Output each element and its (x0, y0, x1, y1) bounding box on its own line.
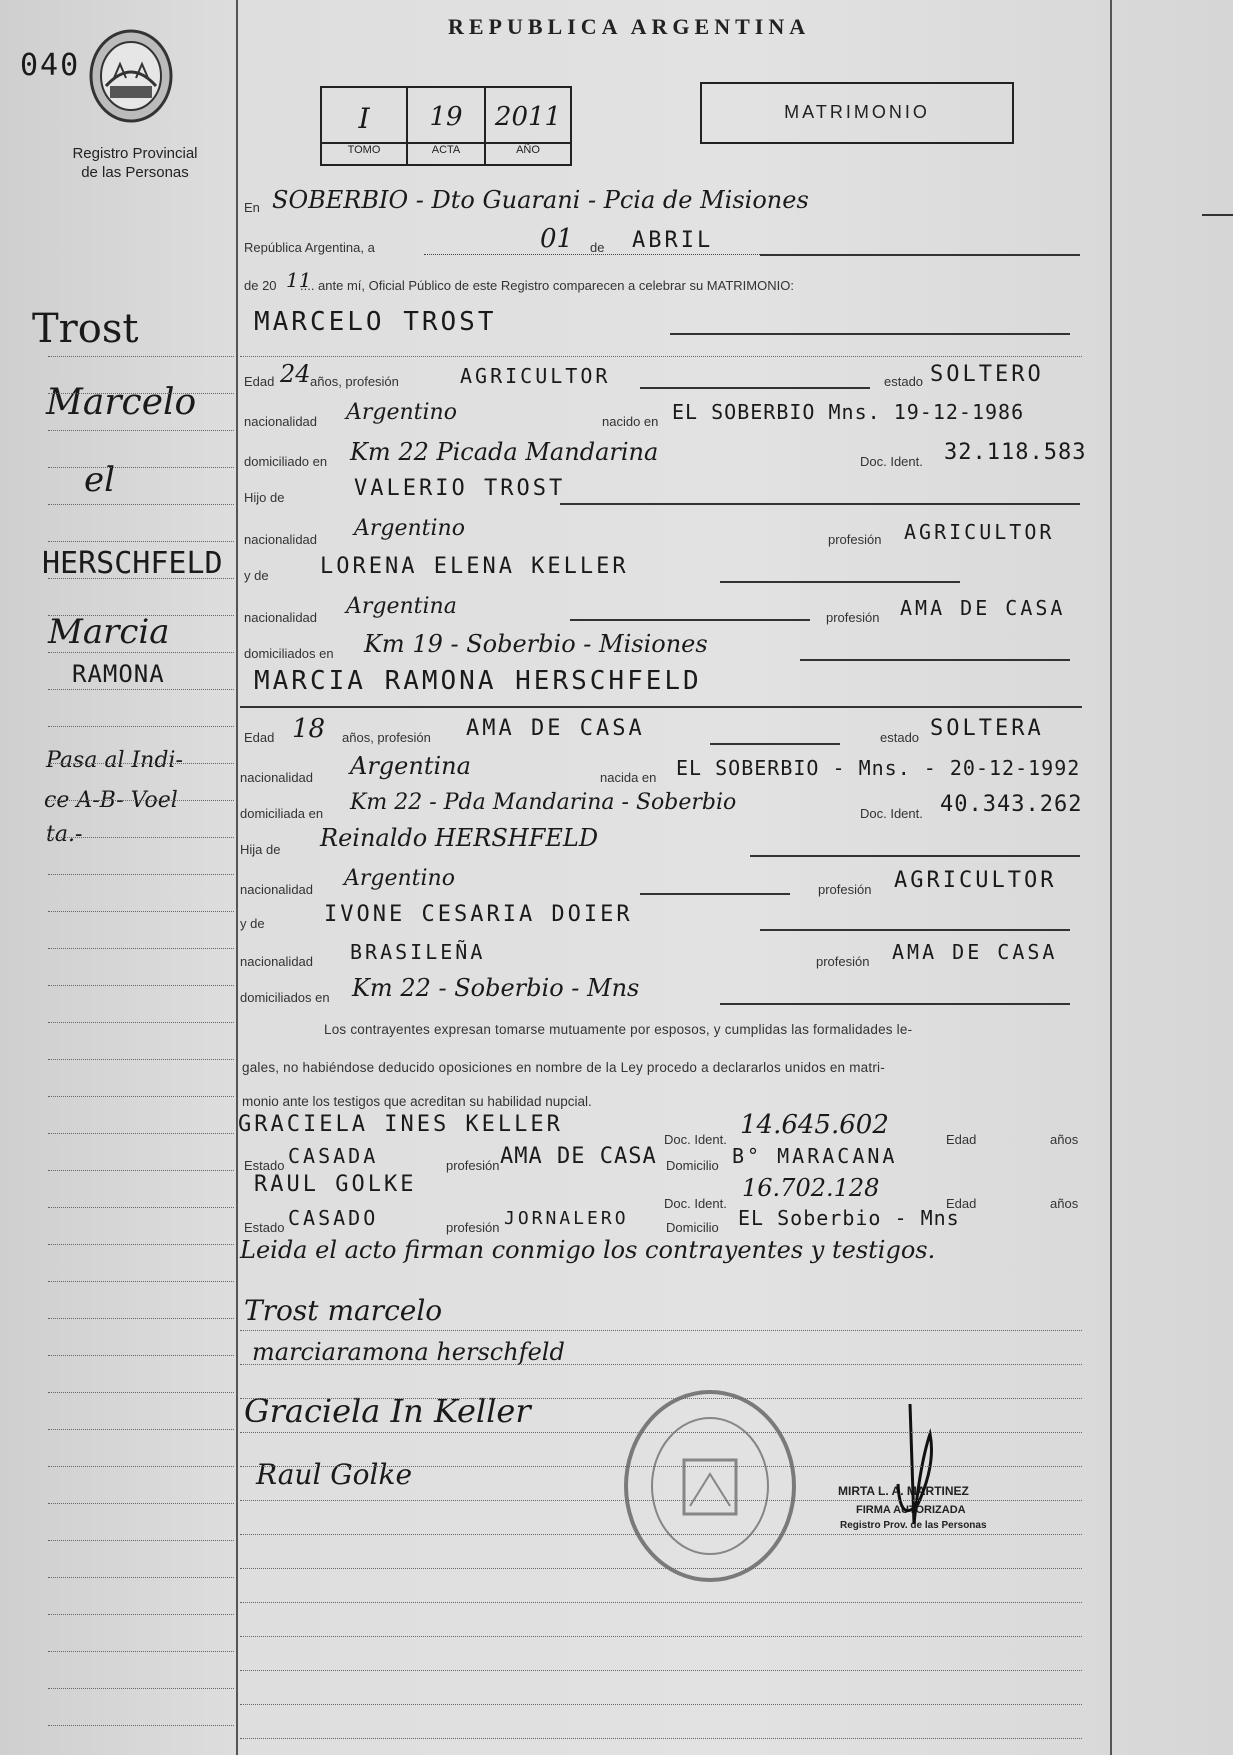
registry-name-line1: Registro Provincial (72, 145, 198, 162)
groom-madre-line (720, 580, 960, 583)
groom-madre-prof-label: profesión (826, 610, 880, 625)
witness1-edad-label: Edad (946, 1132, 977, 1147)
witness1-anos-label: años (1050, 1132, 1079, 1147)
groom-padre-prof: AGRICULTOR (904, 520, 1055, 544)
witness2-domicilio: EL Soberbio - Mns (738, 1206, 960, 1230)
signature-witness2: Raul Golke (256, 1458, 413, 1491)
bride-nacida-label: nacida en (600, 770, 657, 785)
bride-edad-label: Edad (244, 730, 275, 745)
bride-madre-nac: BRASILEÑA (350, 940, 486, 964)
witness2-doc: 16.702.128 (742, 1174, 880, 1202)
en-label: En (244, 200, 260, 215)
witness1-dom-label: Domicilio (666, 1158, 719, 1173)
margin-note2: ce A-B- Voel (44, 788, 178, 813)
republica-label: República Argentina, a (244, 240, 375, 255)
witness1-domicilio: B° MARACANA (732, 1144, 898, 1168)
groom-doc: 32.118.583 (944, 440, 1087, 465)
groom-estado: SOLTERO (930, 362, 1044, 387)
groom-madre-prof: AMA DE CASA (900, 596, 1066, 620)
body-ruled-line (240, 1534, 1082, 1535)
margin-ruled-line (48, 1503, 234, 1504)
margin-name2a: Marcia (48, 612, 170, 652)
margin-ruled-line (48, 800, 234, 801)
groom-domicilio: Km 22 Picada Mandarina (350, 438, 659, 466)
margin-ruled-line (48, 874, 234, 875)
bride-padre-nac-label: nacionalidad (240, 882, 314, 897)
body-ruled-line (240, 1602, 1082, 1603)
groom-anos-prof-label: años, profesión (310, 374, 399, 389)
witness2-prof-label: profesión (446, 1220, 500, 1235)
groom-padres-dom-line (800, 658, 1070, 661)
de-label: de (590, 240, 605, 255)
margin-ruled-line (48, 1688, 234, 1689)
tomo-value: I (358, 102, 370, 135)
bride-separator (240, 706, 1082, 708)
groom-padre-nac-label: nacionalidad (244, 532, 318, 547)
groom-madre-nac: Argentina (346, 594, 457, 619)
margin-ruled-line (48, 1466, 234, 1467)
bride-madre-line (760, 928, 1070, 931)
bride-profesion: AMA DE CASA (466, 716, 645, 741)
groom-edad: 24 (280, 360, 311, 388)
record-number: 040 (20, 48, 81, 83)
month-line (760, 253, 1080, 256)
margin-ruled-line (48, 1540, 234, 1541)
margin-ruled-line (48, 911, 234, 912)
bride-padre-prof: AGRICULTOR (894, 868, 1057, 893)
groom-nacionalidad: Argentino (346, 400, 457, 425)
margin-ruled-line (48, 615, 234, 616)
margin-ruled-line (48, 652, 234, 653)
anio-value: 2011 (494, 102, 562, 132)
witness1-profesion: AMA DE CASA (500, 1144, 657, 1169)
witness1-estado: CASADA (288, 1144, 379, 1168)
witness1-prof-label: profesión (446, 1158, 500, 1173)
bride-nac-label: nacionalidad (240, 770, 314, 785)
margin-ruled-line (48, 1429, 234, 1430)
body-ruled-line (240, 1364, 1082, 1365)
bride-madre-nac-label: nacionalidad (240, 954, 314, 969)
margin-ruled-line (48, 1651, 234, 1652)
witness2-profesion: JORNALERO (504, 1208, 629, 1229)
official-stamp-line2: FIRMA AUTORIZADA (856, 1504, 966, 1516)
margin-connector: el (84, 460, 115, 500)
declaration-line3: monio ante los testigos que acreditan su habilidad nupcial. (242, 1094, 592, 1109)
bride-anos-prof-label: años, profesión (342, 730, 431, 745)
groom-nacido: EL SOBERBIO Mns. 19-12-1986 (672, 400, 1025, 424)
margin-ruled-line (48, 1577, 234, 1578)
groom-padre: VALERIO TROST (354, 476, 566, 501)
body-ruled-line (240, 1738, 1082, 1739)
groom-nacido-label: nacido en (602, 414, 659, 429)
witness1-doc-label: Doc. Ident. (664, 1132, 727, 1147)
anio-label: AÑO (516, 144, 540, 156)
bride-padre-nac: Argentino (344, 866, 455, 891)
bride-madre-prof: AMA DE CASA (892, 940, 1058, 964)
registry-name-line2: de las Personas (81, 164, 189, 181)
margin-ruled-line (48, 1059, 234, 1060)
signature-bride: marciaramona herschfeld (252, 1338, 565, 1366)
margin-ruled-line (48, 1244, 234, 1245)
body-ruled-line (240, 1500, 1082, 1501)
margin-surname: Trost (32, 306, 139, 352)
margin-ruled-line (48, 393, 234, 394)
bride-doms-label: domiciliados en (240, 990, 330, 1005)
margin-ruled-line (48, 1281, 234, 1282)
place-line (1202, 213, 1233, 216)
margin-ruled-line (48, 1392, 234, 1393)
margin-ruled-line (48, 467, 234, 468)
margin-ruled-line (48, 985, 234, 986)
official-seal (620, 1386, 800, 1586)
day-value: 01 (540, 224, 574, 254)
witness2-edad-label: Edad (946, 1196, 977, 1211)
signature-groom: Trost marcelo (244, 1294, 443, 1327)
groom-nac-label: nacionalidad (244, 414, 318, 429)
witness2-doc-label: Doc. Ident. (664, 1196, 727, 1211)
bride-doc: 40.343.262 (940, 792, 1083, 817)
groom-padre-line (560, 502, 1080, 505)
margin-ruled-line (48, 541, 234, 542)
body-ruled-line (240, 1568, 1082, 1569)
bride-padre-nac-line (640, 892, 790, 895)
bride-yde-label: y de (240, 916, 265, 931)
margin-ruled-line (48, 578, 234, 579)
witness2-name: RAUL GOLKE (254, 1172, 417, 1197)
body-ruled-line (240, 1432, 1082, 1433)
bride-doc-label: Doc. Ident. (860, 806, 923, 821)
margin-ruled-line (48, 1355, 234, 1356)
bride-dom-label: domiciliada en (240, 806, 324, 821)
margin-surname2: HERSCHFELD (42, 546, 223, 581)
bride-padre: Reinaldo HERSHFELD (320, 824, 599, 852)
witness2-estado-label: Estado (244, 1220, 285, 1235)
margin-ruled-line (48, 726, 234, 727)
tomo-label: TOMO (322, 144, 408, 164)
acta-value: 19 (429, 102, 463, 132)
margin-ruled-line (48, 504, 234, 505)
tomo-acta-box (320, 86, 572, 166)
bride-estado: SOLTERA (930, 716, 1044, 741)
groom-profesion: AGRICULTOR (460, 364, 611, 388)
acta-label: ACTA (408, 144, 486, 164)
witness2-anos-label: años (1050, 1196, 1079, 1211)
groom-edad-label: Edad (244, 374, 275, 389)
body-ruled-line (240, 1330, 1082, 1331)
province-seal-logo (88, 28, 174, 124)
official-stamp-line1: MIRTA L. A. MARTINEZ (838, 1484, 969, 1498)
witness1-estado-label: Estado (244, 1158, 285, 1173)
groom-doc-label: Doc. Ident. (860, 454, 923, 469)
bride-estado-label: estado (880, 730, 920, 745)
margin-ruled-line (48, 1207, 234, 1208)
document-type: MATRIMONIO (784, 102, 930, 122)
year-suffix: 11 (286, 268, 312, 292)
groom-madre-nac-line (570, 618, 810, 621)
body-ruled-line (240, 1704, 1082, 1705)
bride-prof-line (710, 742, 840, 745)
bride-madre: IVONE CESARIA DOIER (324, 902, 633, 927)
groom-madre-nac-label: nacionalidad (244, 610, 318, 625)
ante-text: .... ante mí, Oficial Público de este Registro comparecen a celebrar su MATRIMONIO: (300, 278, 794, 293)
margin-ruled-line (48, 837, 234, 838)
bride-hija-label: Hija de (240, 842, 281, 857)
margin-ruled-line (48, 1096, 234, 1097)
bride-edad: 18 (292, 714, 326, 744)
groom-separator (240, 356, 1082, 357)
groom-prof-line (640, 386, 870, 389)
margin-ruled-line (48, 1318, 234, 1319)
margin-note1: Pasa al Indi- (46, 748, 183, 773)
margin-rule (236, 0, 238, 1755)
bride-madre-prof-label: profesión (816, 954, 870, 969)
groom-hijo-label: Hijo de (244, 490, 285, 505)
declaration-line2: gales, no habiéndose deducido oposiciones en nombre de la Ley procedo a declararlos unidos en matri- (242, 1060, 885, 1075)
groom-madre: LORENA ELENA KELLER (320, 554, 629, 579)
body-ruled-line (240, 1398, 1082, 1399)
bride-nacida: EL SOBERBIO - Mns. - 20-12-1992 (676, 756, 1081, 780)
witness2-estado: CASADO (288, 1206, 379, 1230)
groom-estado-label: estado (884, 374, 924, 389)
official-signature (890, 1404, 950, 1549)
bride-nacionalidad: Argentina (350, 752, 471, 780)
month-value: ABRIL (632, 228, 714, 253)
groom-doms-label: domiciliados en (244, 646, 334, 661)
bride-padre-line (750, 854, 1080, 857)
margin-ruled-line (48, 356, 234, 357)
margin-name: Marcelo (46, 382, 197, 423)
margin-ruled-line (48, 1022, 234, 1023)
margin-ruled-line (48, 430, 234, 431)
margin-ruled-line (48, 948, 234, 949)
body-ruled-line (240, 1670, 1082, 1671)
document-type-box (700, 82, 1014, 144)
bride-padre-prof-label: profesión (818, 882, 872, 897)
body-ruled-line (240, 1466, 1082, 1467)
groom-dom-label: domiciliado en (244, 454, 328, 469)
country-title: REPUBLICA ARGENTINA (448, 14, 811, 39)
margin-ruled-line (48, 763, 234, 764)
margin-ruled-line (48, 1614, 234, 1615)
margin-note3: ta.- (46, 822, 83, 847)
bride-padres-dom-line (720, 1002, 1070, 1005)
signature-witness1: Graciela In Keller (244, 1392, 531, 1430)
margin-name2b: RAMONA (72, 660, 165, 688)
year-prefix: de 20 (244, 278, 277, 293)
right-rule (1110, 0, 1112, 1755)
bride-domicilio: Km 22 - Pda Mandarina - Soberbio (350, 790, 737, 815)
groom-name: MARCELO TROST (254, 307, 497, 337)
groom-name-line (670, 332, 1070, 335)
bride-padres-dom: Km 22 - Soberbio - Mns (352, 974, 640, 1002)
witness1-name: GRACIELA INES KELLER (238, 1112, 563, 1137)
witness1-doc: 14.645.602 (740, 1110, 889, 1140)
groom-yde-label: y de (244, 568, 269, 583)
margin-ruled-line (48, 1725, 234, 1726)
margin-ruled-line (48, 689, 234, 690)
body-ruled-line (240, 1636, 1082, 1637)
groom-padre-nac: Argentino (354, 516, 465, 541)
groom-padre-prof-label: profesión (828, 532, 882, 547)
groom-padres-dom: Km 19 - Soberbio - Misiones (364, 630, 708, 658)
margin-ruled-line (48, 1133, 234, 1134)
closing-statement: Leida el acto firman conmigo los contrayentes y testigos. (240, 1236, 936, 1264)
bride-name: MARCIA RAMONA HERSCHFELD (254, 666, 702, 696)
witness2-dom-label: Domicilio (666, 1220, 719, 1235)
margin-ruled-line (48, 1170, 234, 1171)
declaration-line1: Los contrayentes expresan tomarse mutuamente por esposos, y cumplidas las formalidades le- (324, 1022, 913, 1037)
place-value: SOBERBIO - Dto Guarani - Pcia de Misiones (272, 186, 809, 214)
official-stamp-line3: Registro Prov. de las Personas (840, 1520, 987, 1531)
